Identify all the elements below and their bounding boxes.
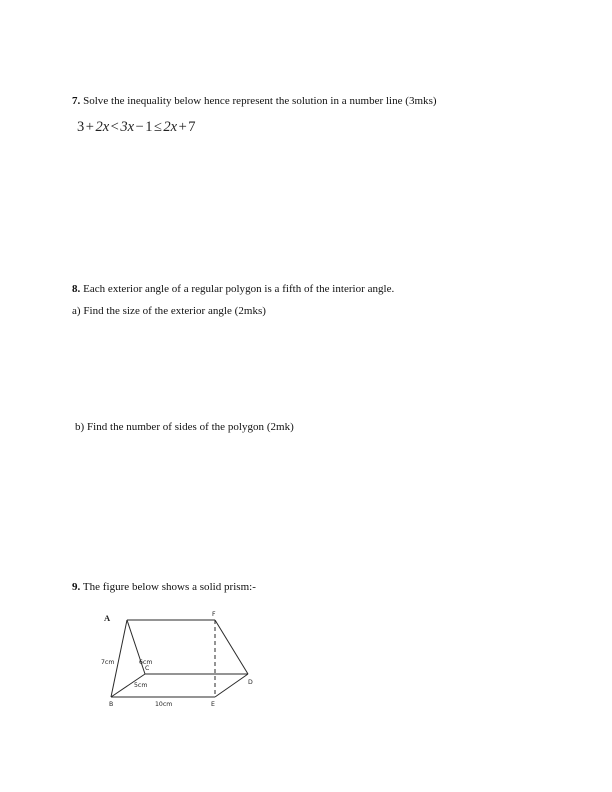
edge-label-bc: 5cm — [134, 682, 148, 689]
question-8a-text: Find the size of the exterior angle (2mks) — [83, 305, 266, 317]
expr-op: − — [135, 119, 144, 135]
question-7-inequality — [77, 119, 196, 135]
vertex-label-a: A — [104, 613, 111, 623]
edge-label-ab: 7cm — [101, 659, 115, 666]
edge-label-ac: 6cm — [139, 659, 153, 666]
vertex-label-f: F — [212, 611, 216, 618]
vertex-label-b: B — [109, 701, 114, 708]
expr-op: < — [110, 119, 119, 135]
edge-ed — [215, 674, 248, 697]
expr-op: ≤ — [153, 119, 162, 135]
expr-term: 7 — [188, 119, 196, 135]
vertex-label-d: D — [248, 679, 253, 686]
question-8-text: Each exterior angle of a regular polygon is a fifth of the interior angle. — [83, 283, 395, 295]
question-8-number: 8. — [72, 283, 81, 295]
question-7-text: Solve the inequality below hence represent the solution in a number line (3mks) — [83, 95, 437, 107]
question-9-number: 9. — [72, 581, 81, 593]
expr-term: 1 — [145, 119, 153, 135]
question-8b-label: b) — [75, 421, 85, 433]
prism-edges — [111, 620, 248, 697]
edge-fd — [215, 620, 248, 674]
expr-term: 2x — [95, 119, 110, 135]
expr-term: 3 — [77, 119, 85, 135]
edge-ab — [111, 620, 127, 697]
question-8b — [75, 421, 294, 434]
edge-bc — [111, 674, 148, 697]
question-8 — [72, 283, 394, 296]
question-7 — [72, 95, 437, 108]
question-8a — [72, 305, 266, 318]
expr-term: 2x — [163, 119, 178, 135]
question-8a-label: a) — [72, 305, 81, 317]
vertex-label-e: E — [211, 701, 215, 708]
edge-label-be: 10cm — [155, 701, 173, 708]
question-8b-text: Find the number of sides of the polygon (2mk) — [86, 421, 294, 433]
question-7-number: 7. — [72, 95, 81, 107]
expr-term: 3x — [120, 119, 134, 135]
question-9 — [72, 581, 256, 594]
expr-op: + — [85, 119, 94, 135]
edge-ac — [127, 620, 145, 674]
vertex-label-c: C — [145, 665, 150, 672]
question-9-text: The figure below shows a solid prism:- — [82, 581, 256, 593]
expr-op: + — [178, 119, 187, 135]
